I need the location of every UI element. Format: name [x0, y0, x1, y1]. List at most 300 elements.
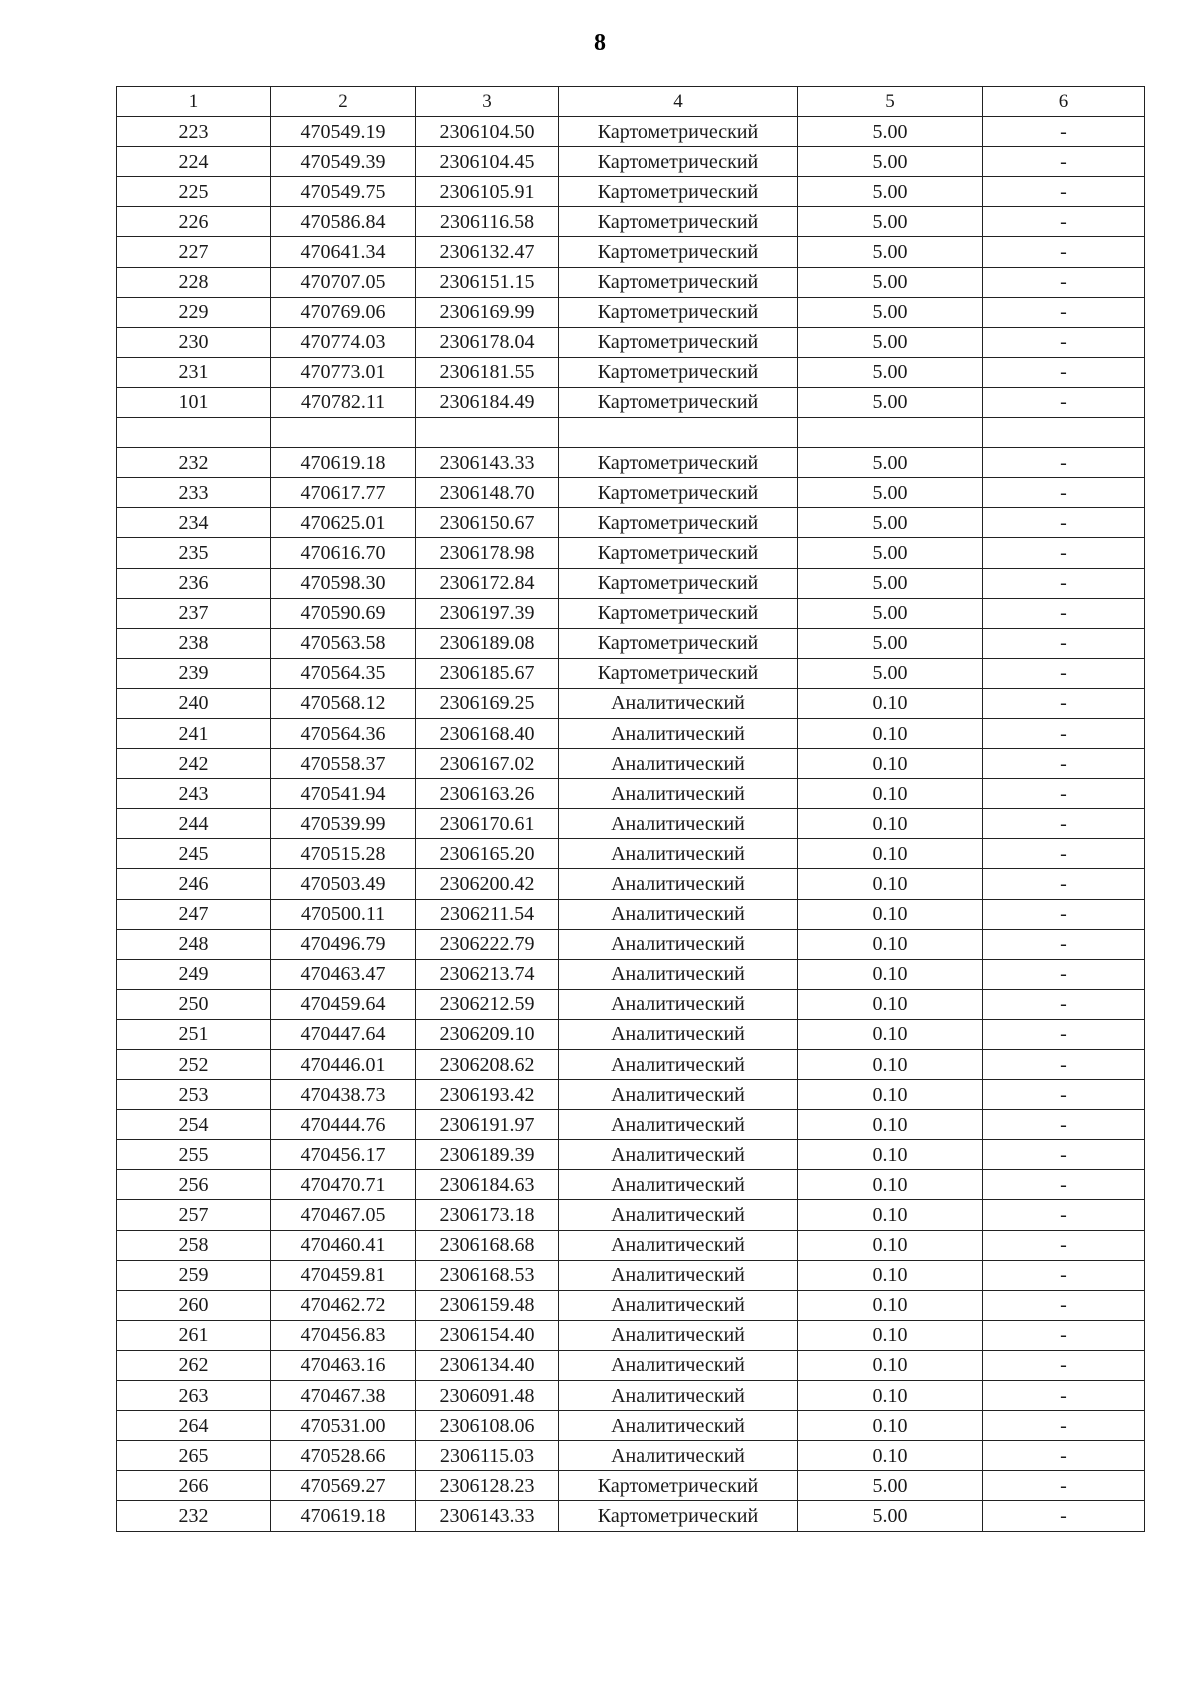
- x-coordinate-cell: 470438.73: [271, 1080, 416, 1110]
- y-coordinate-cell: 2306181.55: [416, 357, 559, 387]
- point-number-cell: 243: [117, 779, 271, 809]
- point-number-cell: 230: [117, 327, 271, 357]
- point-number-cell: 266: [117, 1471, 271, 1501]
- accuracy-cell: 5.00: [798, 117, 983, 147]
- accuracy-cell: 0.10: [798, 1350, 983, 1380]
- table-row: [117, 508, 1145, 538]
- table-row: [117, 1110, 1145, 1140]
- accuracy-cell: 5.00: [798, 237, 983, 267]
- point-number-cell: 252: [117, 1050, 271, 1080]
- point-number-cell: 228: [117, 267, 271, 297]
- y-coordinate-cell: 2306105.91: [416, 177, 559, 207]
- accuracy-cell: 5.00: [798, 207, 983, 237]
- x-coordinate-cell: 470707.05: [271, 267, 416, 297]
- point-number-cell: 229: [117, 297, 271, 327]
- point-number-cell: 232: [117, 448, 271, 478]
- table-row: [117, 538, 1145, 568]
- table-row: [117, 237, 1145, 267]
- note-cell: -: [983, 1230, 1145, 1260]
- note-cell: -: [983, 297, 1145, 327]
- accuracy-cell: 5.00: [798, 478, 983, 508]
- point-number-cell: 232: [117, 1501, 271, 1531]
- table-row: [117, 177, 1145, 207]
- y-coordinate-cell: 2306178.04: [416, 327, 559, 357]
- x-coordinate-cell: 470470.71: [271, 1170, 416, 1200]
- table-row: [117, 718, 1145, 748]
- x-coordinate-cell: 470558.37: [271, 749, 416, 779]
- x-coordinate-cell: 470467.05: [271, 1200, 416, 1230]
- point-number-cell: 225: [117, 177, 271, 207]
- x-coordinate-cell: 470590.69: [271, 598, 416, 628]
- x-coordinate-cell: 470503.49: [271, 869, 416, 899]
- x-coordinate-cell: 470456.83: [271, 1320, 416, 1350]
- method-cell: Картометрический: [559, 147, 798, 177]
- point-number-cell: 235: [117, 538, 271, 568]
- note-cell: -: [983, 538, 1145, 568]
- x-coordinate-cell: 470564.35: [271, 658, 416, 688]
- y-coordinate-cell: 2306154.40: [416, 1320, 559, 1350]
- x-coordinate-cell: 470641.34: [271, 237, 416, 267]
- y-coordinate-cell: 2306222.79: [416, 929, 559, 959]
- x-coordinate-cell: 470460.41: [271, 1230, 416, 1260]
- note-cell: -: [983, 688, 1145, 718]
- x-coordinate-cell: 470586.84: [271, 207, 416, 237]
- table-row: [117, 688, 1145, 718]
- y-coordinate-cell: 2306169.25: [416, 688, 559, 718]
- table-row: [117, 147, 1145, 177]
- accuracy-cell: 0.10: [798, 1411, 983, 1441]
- y-coordinate-cell: 2306185.67: [416, 658, 559, 688]
- point-number-cell: 238: [117, 628, 271, 658]
- x-coordinate-cell: 470549.19: [271, 117, 416, 147]
- note-cell: -: [983, 658, 1145, 688]
- x-coordinate-cell: 470467.38: [271, 1381, 416, 1411]
- point-number-cell: 237: [117, 598, 271, 628]
- accuracy-cell: 0.10: [798, 1080, 983, 1110]
- point-number-cell: 255: [117, 1140, 271, 1170]
- accuracy-cell: 0.10: [798, 869, 983, 899]
- point-number-cell: 246: [117, 869, 271, 899]
- x-coordinate-cell: 470782.11: [271, 387, 416, 417]
- method-cell: Картометрический: [559, 478, 798, 508]
- y-coordinate-cell: 2306168.68: [416, 1230, 559, 1260]
- method-cell: Аналитический: [559, 1200, 798, 1230]
- y-coordinate-cell: 2306115.03: [416, 1441, 559, 1471]
- y-coordinate-cell: 2306193.42: [416, 1080, 559, 1110]
- x-coordinate-cell: 470446.01: [271, 1050, 416, 1080]
- method-cell: Аналитический: [559, 899, 798, 929]
- method-cell: Картометрический: [559, 568, 798, 598]
- table-row: [117, 1501, 1145, 1531]
- method-cell: Картометрический: [559, 237, 798, 267]
- accuracy-cell: 0.10: [798, 688, 983, 718]
- x-coordinate-cell: 470549.75: [271, 177, 416, 207]
- point-number-cell: 259: [117, 1260, 271, 1290]
- note-cell: -: [983, 1050, 1145, 1080]
- note-cell: -: [983, 1019, 1145, 1049]
- method-cell: Картометрический: [559, 387, 798, 417]
- table-row: [117, 568, 1145, 598]
- accuracy-cell: 0.10: [798, 718, 983, 748]
- column-header: 3: [416, 87, 559, 117]
- x-coordinate-cell: 470462.72: [271, 1290, 416, 1320]
- y-coordinate-cell: 2306143.33: [416, 448, 559, 478]
- x-coordinate-cell: 470528.66: [271, 1441, 416, 1471]
- note-cell: [983, 418, 1145, 448]
- method-cell: Аналитический: [559, 929, 798, 959]
- table-row: [117, 327, 1145, 357]
- table-row: [117, 749, 1145, 779]
- table-row: [117, 1471, 1145, 1501]
- y-coordinate-cell: 2306159.48: [416, 1290, 559, 1320]
- x-coordinate-cell: 470463.16: [271, 1350, 416, 1380]
- point-number-cell: 251: [117, 1019, 271, 1049]
- point-number-cell: 258: [117, 1230, 271, 1260]
- table-row: [117, 448, 1145, 478]
- page-number: 8: [594, 30, 606, 56]
- accuracy-cell: 5.00: [798, 598, 983, 628]
- table-row: [117, 418, 1145, 448]
- method-cell: Аналитический: [559, 749, 798, 779]
- method-cell: Картометрический: [559, 357, 798, 387]
- coordinates-table: [116, 86, 1145, 1532]
- table-row: [117, 989, 1145, 1019]
- method-cell: Картометрический: [559, 658, 798, 688]
- y-coordinate-cell: 2306184.49: [416, 387, 559, 417]
- note-cell: -: [983, 1260, 1145, 1290]
- note-cell: -: [983, 809, 1145, 839]
- y-coordinate-cell: 2306104.45: [416, 147, 559, 177]
- method-cell: Аналитический: [559, 1320, 798, 1350]
- x-coordinate-cell: 470616.70: [271, 538, 416, 568]
- note-cell: -: [983, 1140, 1145, 1170]
- x-coordinate-cell: 470769.06: [271, 297, 416, 327]
- accuracy-cell: 0.10: [798, 1110, 983, 1140]
- accuracy-cell: 5.00: [798, 387, 983, 417]
- method-cell: Аналитический: [559, 1140, 798, 1170]
- y-coordinate-cell: 2306163.26: [416, 779, 559, 809]
- accuracy-cell: 5.00: [798, 538, 983, 568]
- note-cell: -: [983, 779, 1145, 809]
- table-row: [117, 117, 1145, 147]
- accuracy-cell: 0.10: [798, 1019, 983, 1049]
- table-row: [117, 628, 1145, 658]
- note-cell: -: [983, 387, 1145, 417]
- y-coordinate-cell: 2306091.48: [416, 1381, 559, 1411]
- accuracy-cell: 0.10: [798, 1290, 983, 1320]
- note-cell: -: [983, 1320, 1145, 1350]
- note-cell: -: [983, 237, 1145, 267]
- method-cell: Картометрический: [559, 267, 798, 297]
- column-header: 4: [559, 87, 798, 117]
- y-coordinate-cell: [416, 418, 559, 448]
- method-cell: Аналитический: [559, 809, 798, 839]
- method-cell: Картометрический: [559, 1501, 798, 1531]
- table-row: [117, 207, 1145, 237]
- note-cell: -: [983, 839, 1145, 869]
- y-coordinate-cell: 2306167.02: [416, 749, 559, 779]
- note-cell: -: [983, 989, 1145, 1019]
- table-row: [117, 959, 1145, 989]
- x-coordinate-cell: 470515.28: [271, 839, 416, 869]
- x-coordinate-cell: 470773.01: [271, 357, 416, 387]
- point-number-cell: 227: [117, 237, 271, 267]
- note-cell: -: [983, 749, 1145, 779]
- method-cell: Аналитический: [559, 1260, 798, 1290]
- y-coordinate-cell: 2306173.18: [416, 1200, 559, 1230]
- point-number-cell: 239: [117, 658, 271, 688]
- accuracy-cell: 5.00: [798, 297, 983, 327]
- x-coordinate-cell: 470496.79: [271, 929, 416, 959]
- y-coordinate-cell: 2306165.20: [416, 839, 559, 869]
- note-cell: -: [983, 959, 1145, 989]
- point-number-cell: 242: [117, 749, 271, 779]
- note-cell: -: [983, 869, 1145, 899]
- method-cell: Аналитический: [559, 1441, 798, 1471]
- point-number-cell: 254: [117, 1110, 271, 1140]
- method-cell: [559, 418, 798, 448]
- y-coordinate-cell: 2306170.61: [416, 809, 559, 839]
- y-coordinate-cell: 2306213.74: [416, 959, 559, 989]
- x-coordinate-cell: 470500.11: [271, 899, 416, 929]
- note-cell: -: [983, 478, 1145, 508]
- method-cell: Картометрический: [559, 177, 798, 207]
- note-cell: -: [983, 327, 1145, 357]
- note-cell: -: [983, 357, 1145, 387]
- accuracy-cell: 0.10: [798, 1381, 983, 1411]
- method-cell: Аналитический: [559, 839, 798, 869]
- method-cell: Аналитический: [559, 1350, 798, 1380]
- method-cell: Картометрический: [559, 207, 798, 237]
- y-coordinate-cell: 2306143.33: [416, 1501, 559, 1531]
- accuracy-cell: 0.10: [798, 1441, 983, 1471]
- column-header: 5: [798, 87, 983, 117]
- point-number-cell: 101: [117, 387, 271, 417]
- point-number-cell: 224: [117, 147, 271, 177]
- note-cell: -: [983, 448, 1145, 478]
- x-coordinate-cell: 470774.03: [271, 327, 416, 357]
- x-coordinate-cell: 470625.01: [271, 508, 416, 538]
- table-row: [117, 899, 1145, 929]
- y-coordinate-cell: 2306200.42: [416, 869, 559, 899]
- y-coordinate-cell: 2306116.58: [416, 207, 559, 237]
- method-cell: Аналитический: [559, 1019, 798, 1049]
- y-coordinate-cell: 2306211.54: [416, 899, 559, 929]
- y-coordinate-cell: 2306209.10: [416, 1019, 559, 1049]
- accuracy-cell: 5.00: [798, 357, 983, 387]
- y-coordinate-cell: 2306191.97: [416, 1110, 559, 1140]
- accuracy-cell: 0.10: [798, 839, 983, 869]
- method-cell: Аналитический: [559, 959, 798, 989]
- x-coordinate-cell: 470549.39: [271, 147, 416, 177]
- note-cell: -: [983, 117, 1145, 147]
- method-cell: Картометрический: [559, 628, 798, 658]
- note-cell: -: [983, 718, 1145, 748]
- y-coordinate-cell: 2306197.39: [416, 598, 559, 628]
- note-cell: -: [983, 207, 1145, 237]
- accuracy-cell: 5.00: [798, 628, 983, 658]
- point-number-cell: 261: [117, 1320, 271, 1350]
- y-coordinate-cell: 2306104.50: [416, 117, 559, 147]
- y-coordinate-cell: 2306134.40: [416, 1350, 559, 1380]
- point-number-cell: [117, 418, 271, 448]
- method-cell: Аналитический: [559, 1080, 798, 1110]
- method-cell: Аналитический: [559, 1230, 798, 1260]
- method-cell: Аналитический: [559, 688, 798, 718]
- table-row: [117, 1260, 1145, 1290]
- table-row: [117, 839, 1145, 869]
- y-coordinate-cell: 2306169.99: [416, 297, 559, 327]
- accuracy-cell: 0.10: [798, 809, 983, 839]
- y-coordinate-cell: 2306168.53: [416, 1260, 559, 1290]
- point-number-cell: 234: [117, 508, 271, 538]
- table-header-row: [117, 87, 1145, 117]
- point-number-cell: 249: [117, 959, 271, 989]
- table-row: [117, 1080, 1145, 1110]
- table-row: [117, 478, 1145, 508]
- accuracy-cell: [798, 418, 983, 448]
- method-cell: Картометрический: [559, 508, 798, 538]
- table-row: [117, 869, 1145, 899]
- point-number-cell: 244: [117, 809, 271, 839]
- method-cell: Аналитический: [559, 1170, 798, 1200]
- table-row: [117, 1170, 1145, 1200]
- method-cell: Картометрический: [559, 327, 798, 357]
- accuracy-cell: 0.10: [798, 779, 983, 809]
- note-cell: -: [983, 899, 1145, 929]
- table-row: [117, 598, 1145, 628]
- y-coordinate-cell: 2306148.70: [416, 478, 559, 508]
- note-cell: -: [983, 1290, 1145, 1320]
- accuracy-cell: 0.10: [798, 749, 983, 779]
- point-number-cell: 240: [117, 688, 271, 718]
- table-row: [117, 779, 1145, 809]
- accuracy-cell: 5.00: [798, 327, 983, 357]
- method-cell: Картометрический: [559, 1471, 798, 1501]
- accuracy-cell: 0.10: [798, 1170, 983, 1200]
- x-coordinate-cell: 470463.47: [271, 959, 416, 989]
- method-cell: Картометрический: [559, 297, 798, 327]
- note-cell: -: [983, 147, 1145, 177]
- accuracy-cell: 5.00: [798, 658, 983, 688]
- accuracy-cell: 0.10: [798, 1320, 983, 1350]
- point-number-cell: 241: [117, 718, 271, 748]
- x-coordinate-cell: 470539.99: [271, 809, 416, 839]
- method-cell: Картометрический: [559, 598, 798, 628]
- accuracy-cell: 0.10: [798, 959, 983, 989]
- point-number-cell: 257: [117, 1200, 271, 1230]
- x-coordinate-cell: 470619.18: [271, 448, 416, 478]
- x-coordinate-cell: 470598.30: [271, 568, 416, 598]
- note-cell: -: [983, 568, 1145, 598]
- method-cell: Аналитический: [559, 1050, 798, 1080]
- point-number-cell: 226: [117, 207, 271, 237]
- note-cell: -: [983, 1471, 1145, 1501]
- column-header: 6: [983, 87, 1145, 117]
- table-row: [117, 1050, 1145, 1080]
- table-row: [117, 1381, 1145, 1411]
- y-coordinate-cell: 2306212.59: [416, 989, 559, 1019]
- accuracy-cell: 0.10: [798, 1260, 983, 1290]
- y-coordinate-cell: 2306128.23: [416, 1471, 559, 1501]
- note-cell: -: [983, 1441, 1145, 1471]
- table-row: [117, 929, 1145, 959]
- note-cell: -: [983, 508, 1145, 538]
- note-cell: -: [983, 1350, 1145, 1380]
- accuracy-cell: 0.10: [798, 1140, 983, 1170]
- column-header: 2: [271, 87, 416, 117]
- method-cell: Аналитический: [559, 1381, 798, 1411]
- y-coordinate-cell: 2306151.15: [416, 267, 559, 297]
- table-row: [117, 267, 1145, 297]
- y-coordinate-cell: 2306208.62: [416, 1050, 559, 1080]
- method-cell: Картометрический: [559, 448, 798, 478]
- x-coordinate-cell: 470619.18: [271, 1501, 416, 1531]
- x-coordinate-cell: 470617.77: [271, 478, 416, 508]
- y-coordinate-cell: 2306178.98: [416, 538, 559, 568]
- point-number-cell: 262: [117, 1350, 271, 1380]
- point-number-cell: 265: [117, 1441, 271, 1471]
- note-cell: -: [983, 177, 1145, 207]
- table-row: [117, 1019, 1145, 1049]
- y-coordinate-cell: 2306108.06: [416, 1411, 559, 1441]
- accuracy-cell: 0.10: [798, 1230, 983, 1260]
- note-cell: -: [983, 929, 1145, 959]
- table-row: [117, 1320, 1145, 1350]
- table-row: [117, 1350, 1145, 1380]
- method-cell: Картометрический: [559, 538, 798, 568]
- accuracy-cell: 0.10: [798, 1050, 983, 1080]
- y-coordinate-cell: 2306184.63: [416, 1170, 559, 1200]
- point-number-cell: 233: [117, 478, 271, 508]
- accuracy-cell: 5.00: [798, 177, 983, 207]
- table-row: [117, 1230, 1145, 1260]
- method-cell: Аналитический: [559, 989, 798, 1019]
- table-row: [117, 1290, 1145, 1320]
- point-number-cell: 236: [117, 568, 271, 598]
- note-cell: -: [983, 1080, 1145, 1110]
- point-number-cell: 248: [117, 929, 271, 959]
- y-coordinate-cell: 2306189.08: [416, 628, 559, 658]
- table-row: [117, 1411, 1145, 1441]
- table-row: [117, 809, 1145, 839]
- accuracy-cell: 0.10: [798, 929, 983, 959]
- note-cell: -: [983, 1200, 1145, 1230]
- accuracy-cell: 5.00: [798, 147, 983, 177]
- point-number-cell: 260: [117, 1290, 271, 1320]
- x-coordinate-cell: 470456.17: [271, 1140, 416, 1170]
- accuracy-cell: 5.00: [798, 1501, 983, 1531]
- method-cell: Аналитический: [559, 1110, 798, 1140]
- accuracy-cell: 5.00: [798, 1471, 983, 1501]
- y-coordinate-cell: 2306168.40: [416, 718, 559, 748]
- x-coordinate-cell: 470459.81: [271, 1260, 416, 1290]
- table-row: [117, 297, 1145, 327]
- x-coordinate-cell: 470447.64: [271, 1019, 416, 1049]
- accuracy-cell: 5.00: [798, 568, 983, 598]
- accuracy-cell: 0.10: [798, 1200, 983, 1230]
- x-coordinate-cell: [271, 418, 416, 448]
- point-number-cell: 245: [117, 839, 271, 869]
- accuracy-cell: 5.00: [798, 508, 983, 538]
- x-coordinate-cell: 470569.27: [271, 1471, 416, 1501]
- y-coordinate-cell: 2306150.67: [416, 508, 559, 538]
- y-coordinate-cell: 2306172.84: [416, 568, 559, 598]
- accuracy-cell: 0.10: [798, 899, 983, 929]
- method-cell: Аналитический: [559, 1411, 798, 1441]
- accuracy-cell: 5.00: [798, 448, 983, 478]
- column-header: 1: [117, 87, 271, 117]
